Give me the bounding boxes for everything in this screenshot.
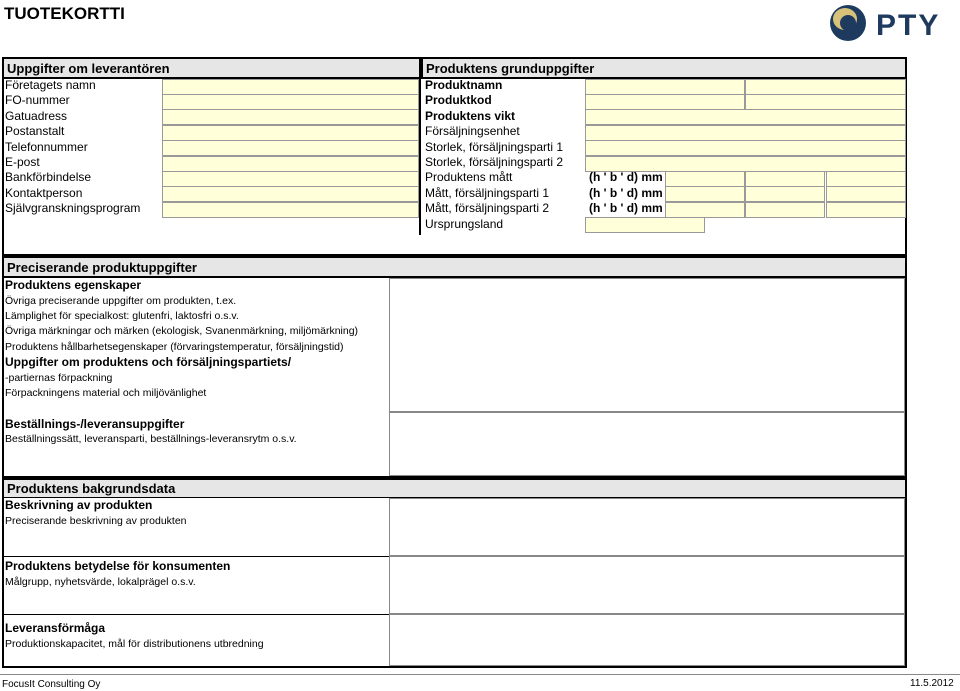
product-basic-field-label: Storlek, försäljningsparti 1 <box>425 139 564 154</box>
supplier-field-input[interactable] <box>162 140 419 156</box>
dimension-input[interactable] <box>665 202 745 218</box>
supplier-field-input[interactable] <box>162 125 419 141</box>
product-basic-field-input[interactable] <box>585 217 705 233</box>
supplier-field-input[interactable] <box>162 109 419 125</box>
product-basic-field-label: Ursprungsland <box>425 216 504 231</box>
svg-text:PTY: PTY <box>876 9 941 42</box>
properties-line-2: Lämplighet för specialkost: glutenfri, laktosfri o.s.v. <box>5 310 239 322</box>
dimension-input[interactable] <box>745 171 825 187</box>
supplier-field-input[interactable] <box>162 156 419 172</box>
supplier-field-label: Gatuadress <box>5 108 68 123</box>
description-input[interactable] <box>389 498 905 556</box>
product-basic-field-label: Mått, försäljningsparti 1 <box>425 185 550 200</box>
product-basic-field-label: Produktnamn <box>425 78 503 92</box>
supplier-field-input[interactable] <box>162 79 419 95</box>
footer-company: FocusIt Consulting Oy <box>2 679 101 690</box>
background-header: Produktens bakgrundsdata <box>4 480 905 498</box>
supplier-field-label: Företagets namn <box>5 78 96 92</box>
pty-logo <box>826 2 960 44</box>
supplier-field-label: Kontaktperson <box>5 185 83 200</box>
dimension-input[interactable] <box>745 186 825 202</box>
dimension-unit-label: (h ' b ' d) mm <box>589 170 663 185</box>
order-title: Beställnings-/leveransuppgifter <box>5 417 185 431</box>
product-basic-field-input[interactable] <box>585 125 906 141</box>
dimension-input[interactable] <box>826 171 906 187</box>
dimension-input[interactable] <box>826 186 906 202</box>
consumer-meaning-line: Målgrupp, nyhetsvärde, lokalprägel o.s.v. <box>5 576 196 588</box>
supplier-field-label: FO-nummer <box>5 93 70 108</box>
footer-date: 11.5.2012 <box>910 678 954 689</box>
description-line: Preciserande beskrivning av produkten <box>5 515 187 527</box>
supplier-field-input[interactable] <box>162 94 419 110</box>
product-basic-field-input[interactable] <box>745 79 906 95</box>
supplier-field-input[interactable] <box>162 171 419 187</box>
dimension-unit-label: (h ' b ' d) mm <box>589 185 663 200</box>
product-basic-field-input[interactable] <box>745 94 906 110</box>
product-basic-field-input[interactable] <box>585 109 906 125</box>
packaging-title: Uppgifter om produktens och försäljningspartiets/ <box>5 355 292 369</box>
dimension-input[interactable] <box>665 186 745 202</box>
specific-header: Preciserande produktuppgifter <box>4 258 905 278</box>
properties-line-1: Övriga preciserande uppgifter om produkten, t.ex. <box>5 295 237 307</box>
capacity-line: Produktionskapacitet, mål för distributionens utbredning <box>5 638 264 650</box>
supplier-field-label: E-post <box>5 155 40 169</box>
description-title: Beskrivning av produkten <box>5 498 153 512</box>
specific-properties-input[interactable] <box>389 278 905 412</box>
supplier-field-label: Postanstalt <box>5 124 65 139</box>
delivery-capacity-input[interactable] <box>389 614 905 666</box>
capacity-title: Leveransförmåga <box>5 621 106 635</box>
dimension-unit-label: (h ' b ' d) mm <box>589 201 663 216</box>
dimension-input[interactable] <box>745 202 825 218</box>
properties-line-4: Produktens hållbarhetsegenskaper (förvaringstemperatur, försäljningstid) <box>5 341 344 353</box>
supplier-field-label: Bankförbindelse <box>5 170 92 185</box>
product-basic-field-input[interactable] <box>585 140 906 156</box>
product-basic-field-label: Mått, försäljningsparti 2 <box>425 201 550 216</box>
packaging-sub: -partiernas förpackning <box>5 372 113 384</box>
packaging-line: Förpackningens material och miljövänlighet <box>5 387 207 399</box>
supplier-field-input[interactable] <box>162 202 419 218</box>
consumer-meaning-title: Produktens betydelse för konsumenten <box>5 559 231 573</box>
product-basic-field-label: Försäljningsenhet <box>425 124 520 139</box>
supplier-header: Uppgifter om leverantören <box>4 59 421 79</box>
supplier-field-label: Telefonnummer <box>5 139 88 154</box>
order-line: Beställningssätt, leveransparti, beställnings-leveransrytm o.s.v. <box>5 433 297 445</box>
dimension-input[interactable] <box>665 171 745 187</box>
product-basic-field-label: Produktkod <box>425 93 492 108</box>
product-basic-field-label: Storlek, försäljningsparti 2 <box>425 155 564 169</box>
product-basic-field-input[interactable] <box>585 94 745 110</box>
properties-line-3: Övriga märkningar och märken (ekologisk, Svanenmärkning, miljömärkning) <box>5 325 359 337</box>
product-basic-header: Produktens grunduppgifter <box>421 59 905 79</box>
properties-title: Produktens egenskaper <box>5 278 142 292</box>
product-basic-field-input[interactable] <box>585 79 745 95</box>
supplier-field-input[interactable] <box>162 186 419 202</box>
order-details-input[interactable] <box>389 412 905 476</box>
product-basic-field-label: Produktens vikt <box>425 108 516 123</box>
product-basic-field-label: Produktens mått <box>425 170 513 185</box>
page-title: TUOTEKORTTI <box>4 4 125 23</box>
product-basic-field-input[interactable] <box>585 156 906 172</box>
consumer-meaning-input[interactable] <box>389 556 905 614</box>
dimension-input[interactable] <box>826 202 906 218</box>
supplier-field-label: Självgranskningsprogram <box>5 201 141 216</box>
